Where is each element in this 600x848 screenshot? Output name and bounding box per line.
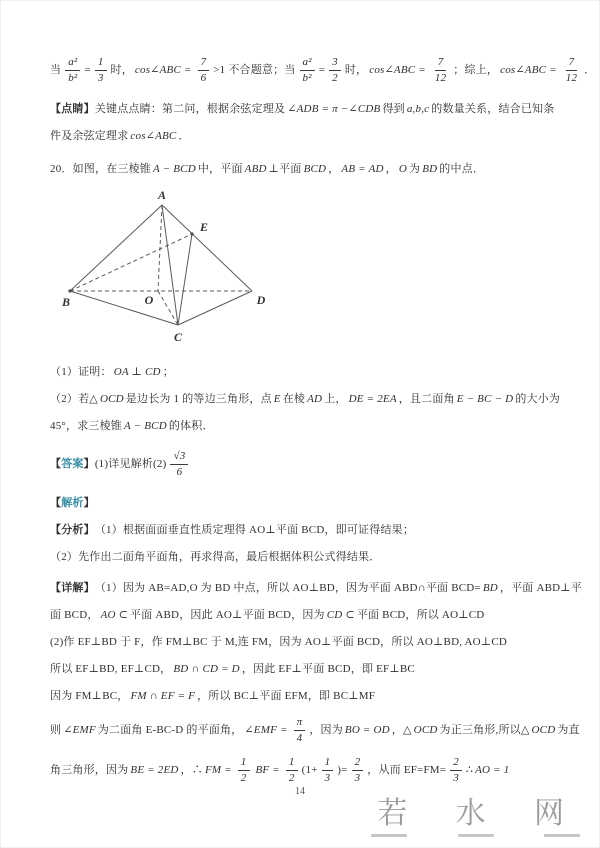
math-expression: BF = (255, 764, 280, 776)
watermark-text: 若 水 网 (377, 797, 584, 830)
text-segment: (1)详见解析(2) (94, 458, 167, 470)
text-segment: 的数量关系，结合已知条 (431, 103, 555, 115)
line-xiangjie-3 (50, 629, 560, 656)
edge-EC (178, 234, 192, 325)
text-segment: 为直 (557, 724, 580, 736)
text-segment: ，△ (391, 724, 412, 736)
text-segment: ，因此 EF⊥平面 BCD，即 EF⊥BC (241, 663, 415, 675)
math-expression: BO = OD (344, 724, 390, 736)
line-fenxi-1 (50, 517, 560, 544)
line-xiangjie-5 (50, 683, 560, 710)
edge-AD (162, 205, 252, 291)
math-expression: cos∠ABC = (500, 64, 557, 76)
line-problem-20 (50, 156, 560, 183)
vertex-dot-B (68, 289, 71, 292)
vertex-dot-E (190, 232, 193, 235)
text-segment: (1+ (301, 764, 318, 776)
text-segment: 时， (110, 64, 133, 76)
text-segment: ，且二面角 (398, 393, 455, 405)
text-block-top (50, 50, 596, 183)
text-segment: 面 BCD， (50, 609, 99, 621)
text-segment: （1）证明： (50, 366, 112, 378)
edge-BE (70, 234, 192, 291)
text-segment: )= (337, 764, 348, 776)
fraction: $\frac{\text{a²}}{\text{b²}}$ (300, 56, 315, 84)
text-segment: 角三角形，因为 (50, 764, 129, 776)
fraction: $\frac{1}{2}$ (286, 756, 298, 784)
text-segment: 】 (83, 497, 95, 509)
line-xiangjie-4 (50, 656, 560, 683)
math-expression: cos∠ABC (130, 130, 177, 142)
watermark-bar (544, 834, 580, 837)
text-segment: 【点睛】 (50, 103, 95, 115)
math-expression: BE = 2ED (130, 764, 179, 776)
text-segment: ⊥平面 (268, 163, 302, 175)
text-segment: 平面 BCD，所以 AO⊥CD (356, 609, 485, 621)
text-segment: 20．如图，在三棱锥 (50, 163, 151, 175)
math-expression: OCD (413, 724, 438, 736)
math-expression: DE = 2EA (348, 393, 397, 405)
edge-AB (70, 205, 162, 291)
text-segment: 为正三角形,所以△ (439, 724, 530, 736)
fraction: $\frac{√3}{6}$ (170, 450, 188, 478)
line-xiangjie-1 (50, 575, 583, 602)
math-expression: O (398, 163, 407, 175)
text-segment: 45°，求三棱锥 (50, 420, 122, 432)
text-segment: 】 (83, 458, 95, 470)
text-segment: 【 (50, 497, 62, 509)
text-segment: 平面 ABD，因此 AO⊥平面 BCD，因为 (130, 609, 325, 621)
text-segment: >1 不合题意；当 (213, 64, 296, 76)
text-segment: 上， (324, 393, 347, 405)
math-expression: A − BCD (153, 163, 196, 175)
text-segment: 时， (344, 64, 368, 76)
edge-CD (178, 291, 252, 325)
vertex-label-B: B (61, 295, 71, 309)
watermark-subtext (367, 834, 584, 837)
fraction: $\frac{\pi}{4}$ (294, 716, 306, 744)
line-dianjing-2 (50, 123, 560, 150)
watermark-bar (371, 834, 407, 837)
math-expression: BD (422, 163, 438, 175)
text-segment: （2）若△ (50, 393, 98, 405)
text-segment: = (84, 64, 91, 76)
text-segment: ，所以 BC⊥平面 EFM，即 BC⊥MF (197, 690, 376, 702)
text-segment: ． (584, 64, 596, 76)
math-expression: AD (307, 393, 323, 405)
text-segment: ． (178, 130, 190, 142)
fraction: $\frac{1}{2}$ (238, 756, 250, 784)
math-expression: cos∠ABC = (369, 64, 426, 76)
fraction: $\frac{1}{3}$ (322, 756, 334, 784)
text-segment: (2)作 EF⊥BD 于 F，作 FM⊥BC 于 M,连 FM，因为 AO⊥平面 BCD，所以 AO⊥BD, AO⊥CD (50, 636, 508, 648)
watermark-bar (458, 834, 494, 837)
line-cos-conclusion (50, 50, 596, 90)
math-expression: a,b,c (406, 103, 430, 115)
math-expression: BD (482, 582, 498, 594)
line-xiangjie-2 (50, 602, 560, 629)
text-segment: 解析 (61, 497, 84, 509)
text-segment: ，∴ (180, 764, 203, 776)
math-expression: E − BC − D (456, 393, 514, 405)
line-jiexi (50, 490, 560, 517)
math-expression: AO = 1 (475, 764, 510, 776)
math-expression: ∠EMF (63, 724, 96, 736)
line-part2-1 (50, 386, 560, 413)
text-segment: 为 (409, 163, 421, 175)
edge-AC (162, 205, 178, 325)
text-segment: 在棱 (282, 393, 306, 405)
text-segment: 的体积． (168, 420, 214, 432)
text-segment: 答案 (61, 458, 84, 470)
tetrahedron-svg (56, 189, 296, 351)
text-segment: （1）因为 AB=AD,O 为 BD 中点，所以 AO⊥BD，因为平面 ABD∩平面 BCD= (94, 582, 481, 594)
text-segment: ； (162, 366, 174, 378)
vertex-label-E: E (200, 220, 209, 234)
fraction: $\frac{3}{2}$ (329, 56, 341, 84)
text-segment: 件及余弦定理求 (50, 130, 129, 142)
text-segment: 因为 FM⊥BC， (50, 690, 129, 702)
text-segment: 为二面角 E-BC-D 的平面角， (97, 724, 243, 736)
fraction: $\frac{7}{12}$ (434, 55, 447, 84)
math-expression: BCD (303, 163, 327, 175)
math-expression: BD ∩ CD = D (173, 663, 240, 675)
math-expression: ABD (244, 163, 267, 175)
text-segment: 的大小为 (515, 393, 561, 405)
math-expression: OCD (531, 724, 556, 736)
text-segment: ∴ (465, 764, 474, 776)
line-answer (50, 444, 560, 484)
text-segment: ，因为 (309, 724, 343, 736)
tetrahedron-figure (56, 189, 296, 351)
fraction: $\frac{2}{3}$ (352, 756, 364, 784)
text-segment: 关键点点睛：第二问，根据余弦定理及 (94, 103, 286, 115)
line-xiangjie-6 (50, 710, 580, 750)
fraction: $\frac{2}{3}$ (450, 756, 462, 784)
text-segment: ；综上， (453, 64, 499, 76)
text-segment: 中，平面 (197, 163, 243, 175)
text-segment: （2）先作出二面角平面角，再求得高，最后根据体积公式得结果． (50, 551, 381, 563)
text-segment: 所以 EF⊥BD, EF⊥CD， (50, 663, 172, 675)
watermark (367, 788, 584, 837)
text-block-bottom (50, 359, 583, 790)
text-segment: ，平面 ABD⊥平 (499, 582, 583, 594)
vertex-label-O: O (144, 293, 154, 307)
math-expression: FM ∩ EF = F (130, 690, 196, 702)
math-expression: AO ⊂ (100, 609, 129, 621)
line-fenxi-2 (50, 544, 560, 571)
fraction: $\frac{1}{3}$ (95, 56, 107, 84)
text-segment: 是边长为 1 的等边三角形，点 (125, 393, 272, 405)
math-expression: CD ⊂ (326, 609, 355, 621)
vertex-label-A: A (157, 189, 167, 202)
math-expression: A − BCD (124, 420, 167, 432)
text-segment: = (318, 64, 326, 76)
text-segment: ， (385, 163, 397, 175)
text-segment: 则 (50, 724, 62, 736)
math-expression: AB = AD (341, 163, 384, 175)
vertex-label-D: D (256, 293, 266, 307)
fraction: $\frac{7}{6}$ (198, 56, 210, 84)
math-expression: cos∠ABC = (134, 64, 192, 76)
fraction: $\frac{7}{12}$ (565, 55, 578, 84)
line-dianjing-1 (50, 96, 560, 123)
math-expression: OA ⊥ CD (113, 366, 161, 378)
math-expression: FM = (204, 764, 232, 776)
fraction: $\frac{\text{a²}}{\text{b²}}$ (65, 56, 80, 84)
text-segment: 【分析】 (50, 524, 95, 536)
text-segment: 当 (50, 64, 62, 76)
text-segment: ， (328, 163, 340, 175)
page-number: 14 (295, 786, 305, 797)
math-expression: OCD (99, 393, 124, 405)
line-xiangjie-7 (50, 750, 560, 790)
text-segment: 的中点． (439, 163, 485, 175)
text-segment: （1）根据面面垂直性质定理得 AO⊥平面 BCD，即可证得结果； (94, 524, 415, 536)
line-part1 (50, 359, 560, 386)
math-expression: ∠ADB = π −∠CDB (287, 103, 381, 115)
text-segment: 得到 (382, 103, 405, 115)
text-segment: 【详解】 (50, 582, 95, 594)
math-expression: ∠EMF = (244, 724, 288, 736)
line-part2-2 (50, 413, 560, 440)
edge-BC (70, 291, 178, 325)
text-segment: ，从而 EF=FM= (367, 764, 447, 776)
text-segment: 【 (50, 458, 62, 470)
math-expression: E (273, 393, 281, 405)
vertex-label-C: C (173, 330, 183, 344)
